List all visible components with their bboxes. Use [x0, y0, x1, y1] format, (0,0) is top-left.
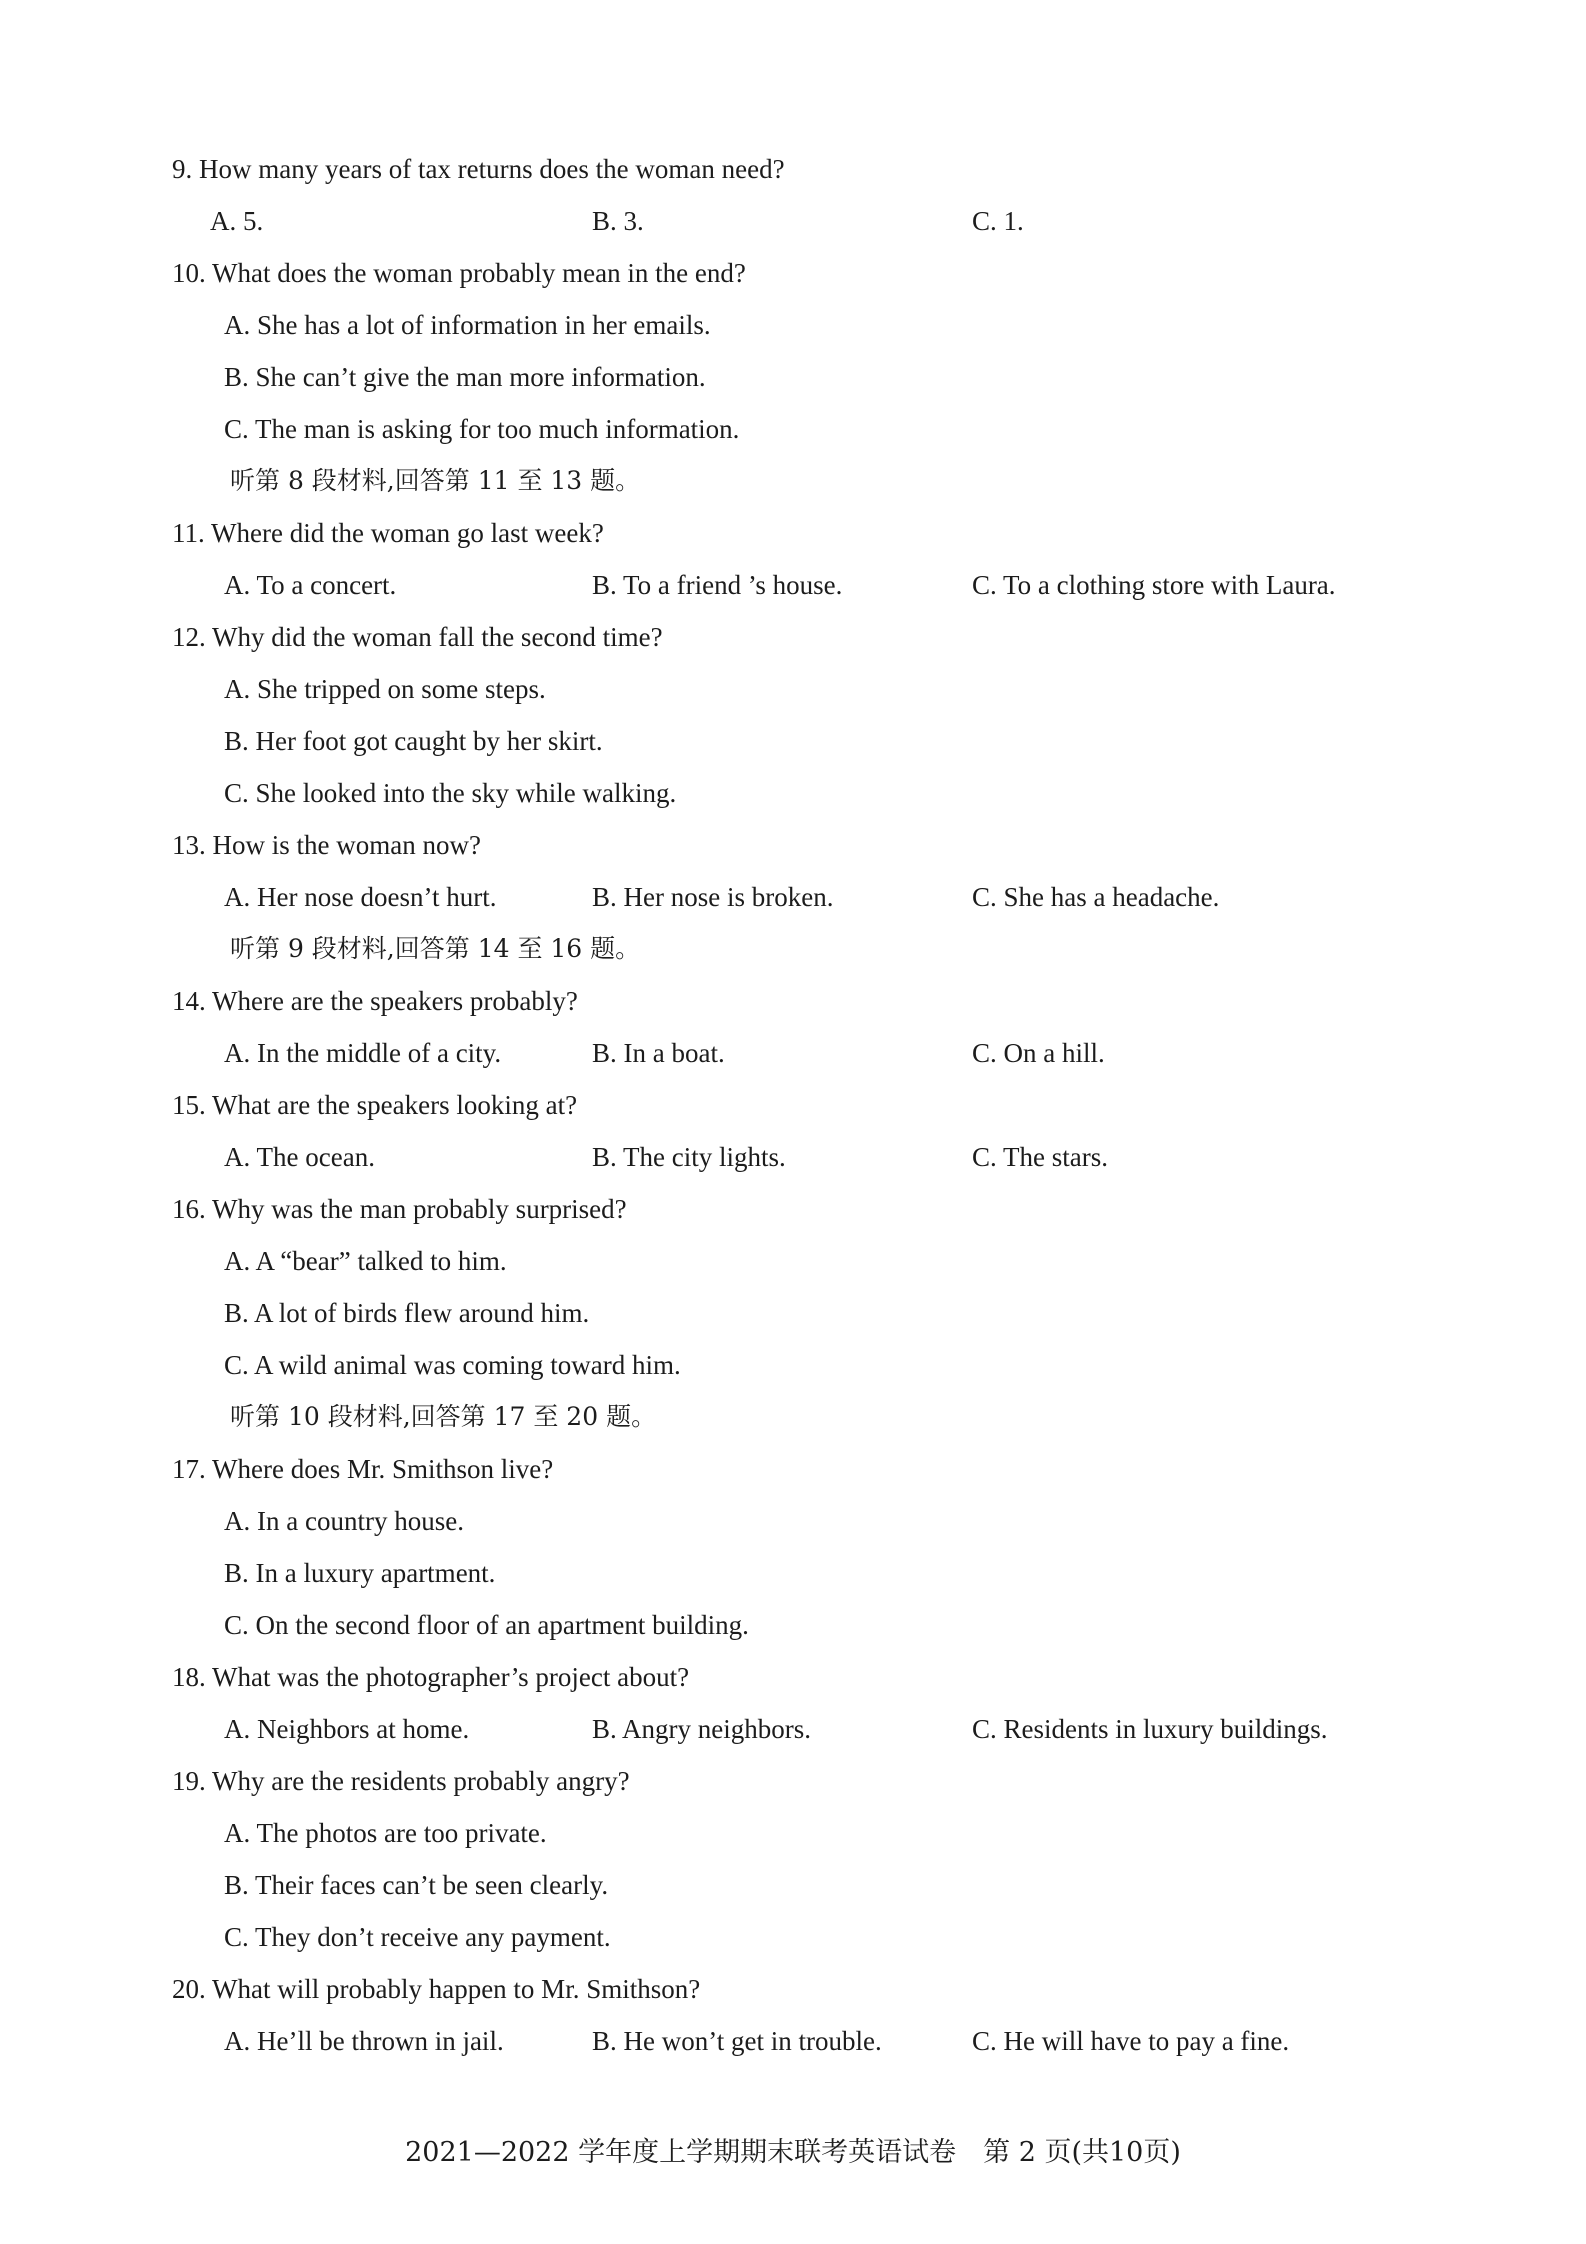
question-text: What does the woman probably mean in the end? — [212, 258, 746, 288]
question-stem — [0, 1651, 1586, 1703]
answer-option[interactable]: B. To a friend ’s house. — [592, 570, 843, 600]
answer-option[interactable]: C. He will have to pay a fine. — [972, 2026, 1290, 2056]
answer-option[interactable]: B. Her foot got caught by her skirt. — [224, 726, 603, 756]
page-footer: 2021—2022 学年度上学期期末联考英语试卷 第 2 页(共10页) — [405, 2137, 1181, 2168]
options-row — [0, 871, 1586, 923]
options-row — [0, 767, 1586, 819]
answer-option[interactable]: B. Their faces can’t be seen clearly. — [224, 1870, 609, 1900]
options-row — [0, 1287, 1586, 1339]
question-list — [0, 143, 1586, 2067]
options-row — [0, 1859, 1586, 1911]
question-stem — [0, 1183, 1586, 1235]
question-number: 16. — [172, 1194, 206, 1224]
question-stem — [0, 1079, 1586, 1131]
options-row — [0, 1703, 1586, 1755]
question-number: 12. — [172, 622, 206, 652]
answer-option[interactable]: C. The stars. — [972, 1142, 1108, 1172]
answer-option[interactable]: A. He’ll be thrown in jail. — [224, 2026, 504, 2056]
answer-option[interactable]: C. Residents in luxury buildings. — [972, 1714, 1328, 1744]
answer-option[interactable]: B. She can’t give the man more information. — [224, 362, 706, 392]
answer-option[interactable]: B. In a luxury apartment. — [224, 1558, 496, 1588]
answer-option[interactable]: A. Her nose doesn’t hurt. — [224, 882, 497, 912]
options-row — [0, 195, 1586, 247]
question-text: Where did the woman go last week? — [211, 518, 604, 548]
question-stem — [0, 507, 1586, 559]
section-instruction: 听第 8 段材料,回答第 11 至 13 题。 — [230, 466, 641, 495]
answer-option[interactable]: C. 1. — [972, 206, 1024, 236]
question-stem — [0, 1443, 1586, 1495]
answer-option[interactable]: A. A “bear” talked to him. — [224, 1246, 507, 1276]
answer-option[interactable]: A. In the middle of a city. — [224, 1038, 502, 1068]
question-text: What are the speakers looking at? — [212, 1090, 578, 1120]
options-row — [0, 1547, 1586, 1599]
options-row — [0, 559, 1586, 611]
question-stem — [0, 611, 1586, 663]
answer-option[interactable]: A. She tripped on some steps. — [224, 674, 546, 704]
question-stem — [0, 143, 1586, 195]
question-text: What was the photographer’s project about? — [212, 1662, 690, 1692]
options-row — [0, 1807, 1586, 1859]
question-number: 17. — [172, 1454, 206, 1484]
options-row — [0, 1027, 1586, 1079]
question-number: 15. — [172, 1090, 206, 1120]
question-number: 13. — [172, 830, 206, 860]
question-text: How many years of tax returns does the woman need? — [199, 154, 785, 184]
options-row — [0, 1131, 1586, 1183]
question-text: How is the woman now? — [212, 830, 481, 860]
question-text: What will probably happen to Mr. Smithson? — [212, 1974, 701, 2004]
question-number: 10. — [172, 258, 206, 288]
answer-option[interactable]: A. In a country house. — [224, 1506, 464, 1536]
question-number: 11. — [172, 518, 205, 548]
options-row — [0, 351, 1586, 403]
answer-option[interactable]: B. 3. — [592, 206, 644, 236]
options-row — [0, 1599, 1586, 1651]
question-text: Why did the woman fall the second time? — [212, 622, 663, 652]
answer-option[interactable]: B. Her nose is broken. — [592, 882, 834, 912]
answer-option[interactable]: B. He won’t get in trouble. — [592, 2026, 882, 2056]
section-instruction: 听第 10 段材料,回答第 17 至 20 题。 — [230, 1402, 657, 1431]
question-number: 18. — [172, 1662, 206, 1692]
question-stem — [0, 247, 1586, 299]
question-number: 19. — [172, 1766, 206, 1796]
options-row — [0, 403, 1586, 455]
answer-option[interactable]: C. On a hill. — [972, 1038, 1105, 1068]
answer-option[interactable]: B. Angry neighbors. — [592, 1714, 811, 1744]
answer-option[interactable]: C. She has a headache. — [972, 882, 1220, 912]
question-stem — [0, 819, 1586, 871]
question-number: 20. — [172, 1974, 206, 2004]
section-instruction: 听第 9 段材料,回答第 14 至 16 题。 — [230, 934, 641, 963]
question-text: Why was the man probably surprised? — [212, 1194, 627, 1224]
answer-option[interactable]: A. The ocean. — [224, 1142, 375, 1172]
answer-option[interactable]: B. In a boat. — [592, 1038, 725, 1068]
options-row — [0, 1911, 1586, 1963]
options-row — [0, 2015, 1586, 2067]
answer-option[interactable]: A. She has a lot of information in her emails. — [224, 310, 711, 340]
answer-option[interactable]: B. The city lights. — [592, 1142, 786, 1172]
question-number: 9. — [172, 154, 193, 184]
answer-option[interactable]: C. On the second floor of an apartment building. — [224, 1610, 749, 1640]
answer-option[interactable]: C. A wild animal was coming toward him. — [224, 1350, 681, 1380]
answer-option[interactable]: A. To a concert. — [224, 570, 397, 600]
answer-option[interactable]: C. To a clothing store with Laura. — [972, 570, 1336, 600]
options-row — [0, 715, 1586, 767]
question-text: Where are the speakers probably? — [212, 986, 578, 1016]
question-text: Why are the residents probably angry? — [212, 1766, 630, 1796]
question-text: Where does Mr. Smithson live? — [212, 1454, 554, 1484]
answer-option[interactable]: C. She looked into the sky while walking. — [224, 778, 677, 808]
options-row — [0, 1235, 1586, 1287]
answer-option[interactable]: B. A lot of birds flew around him. — [224, 1298, 590, 1328]
options-row — [0, 1339, 1586, 1391]
options-row — [0, 299, 1586, 351]
question-stem — [0, 1755, 1586, 1807]
question-stem — [0, 1963, 1586, 2015]
answer-option[interactable]: A. 5. — [210, 206, 264, 236]
answer-option[interactable]: A. Neighbors at home. — [224, 1714, 470, 1744]
options-row — [0, 1495, 1586, 1547]
question-stem — [0, 975, 1586, 1027]
answer-option[interactable]: C. They don’t receive any payment. — [224, 1922, 611, 1952]
options-row — [0, 663, 1586, 715]
answer-option[interactable]: C. The man is asking for too much information. — [224, 414, 740, 444]
answer-option[interactable]: A. The photos are too private. — [224, 1818, 547, 1848]
question-number: 14. — [172, 986, 206, 1016]
